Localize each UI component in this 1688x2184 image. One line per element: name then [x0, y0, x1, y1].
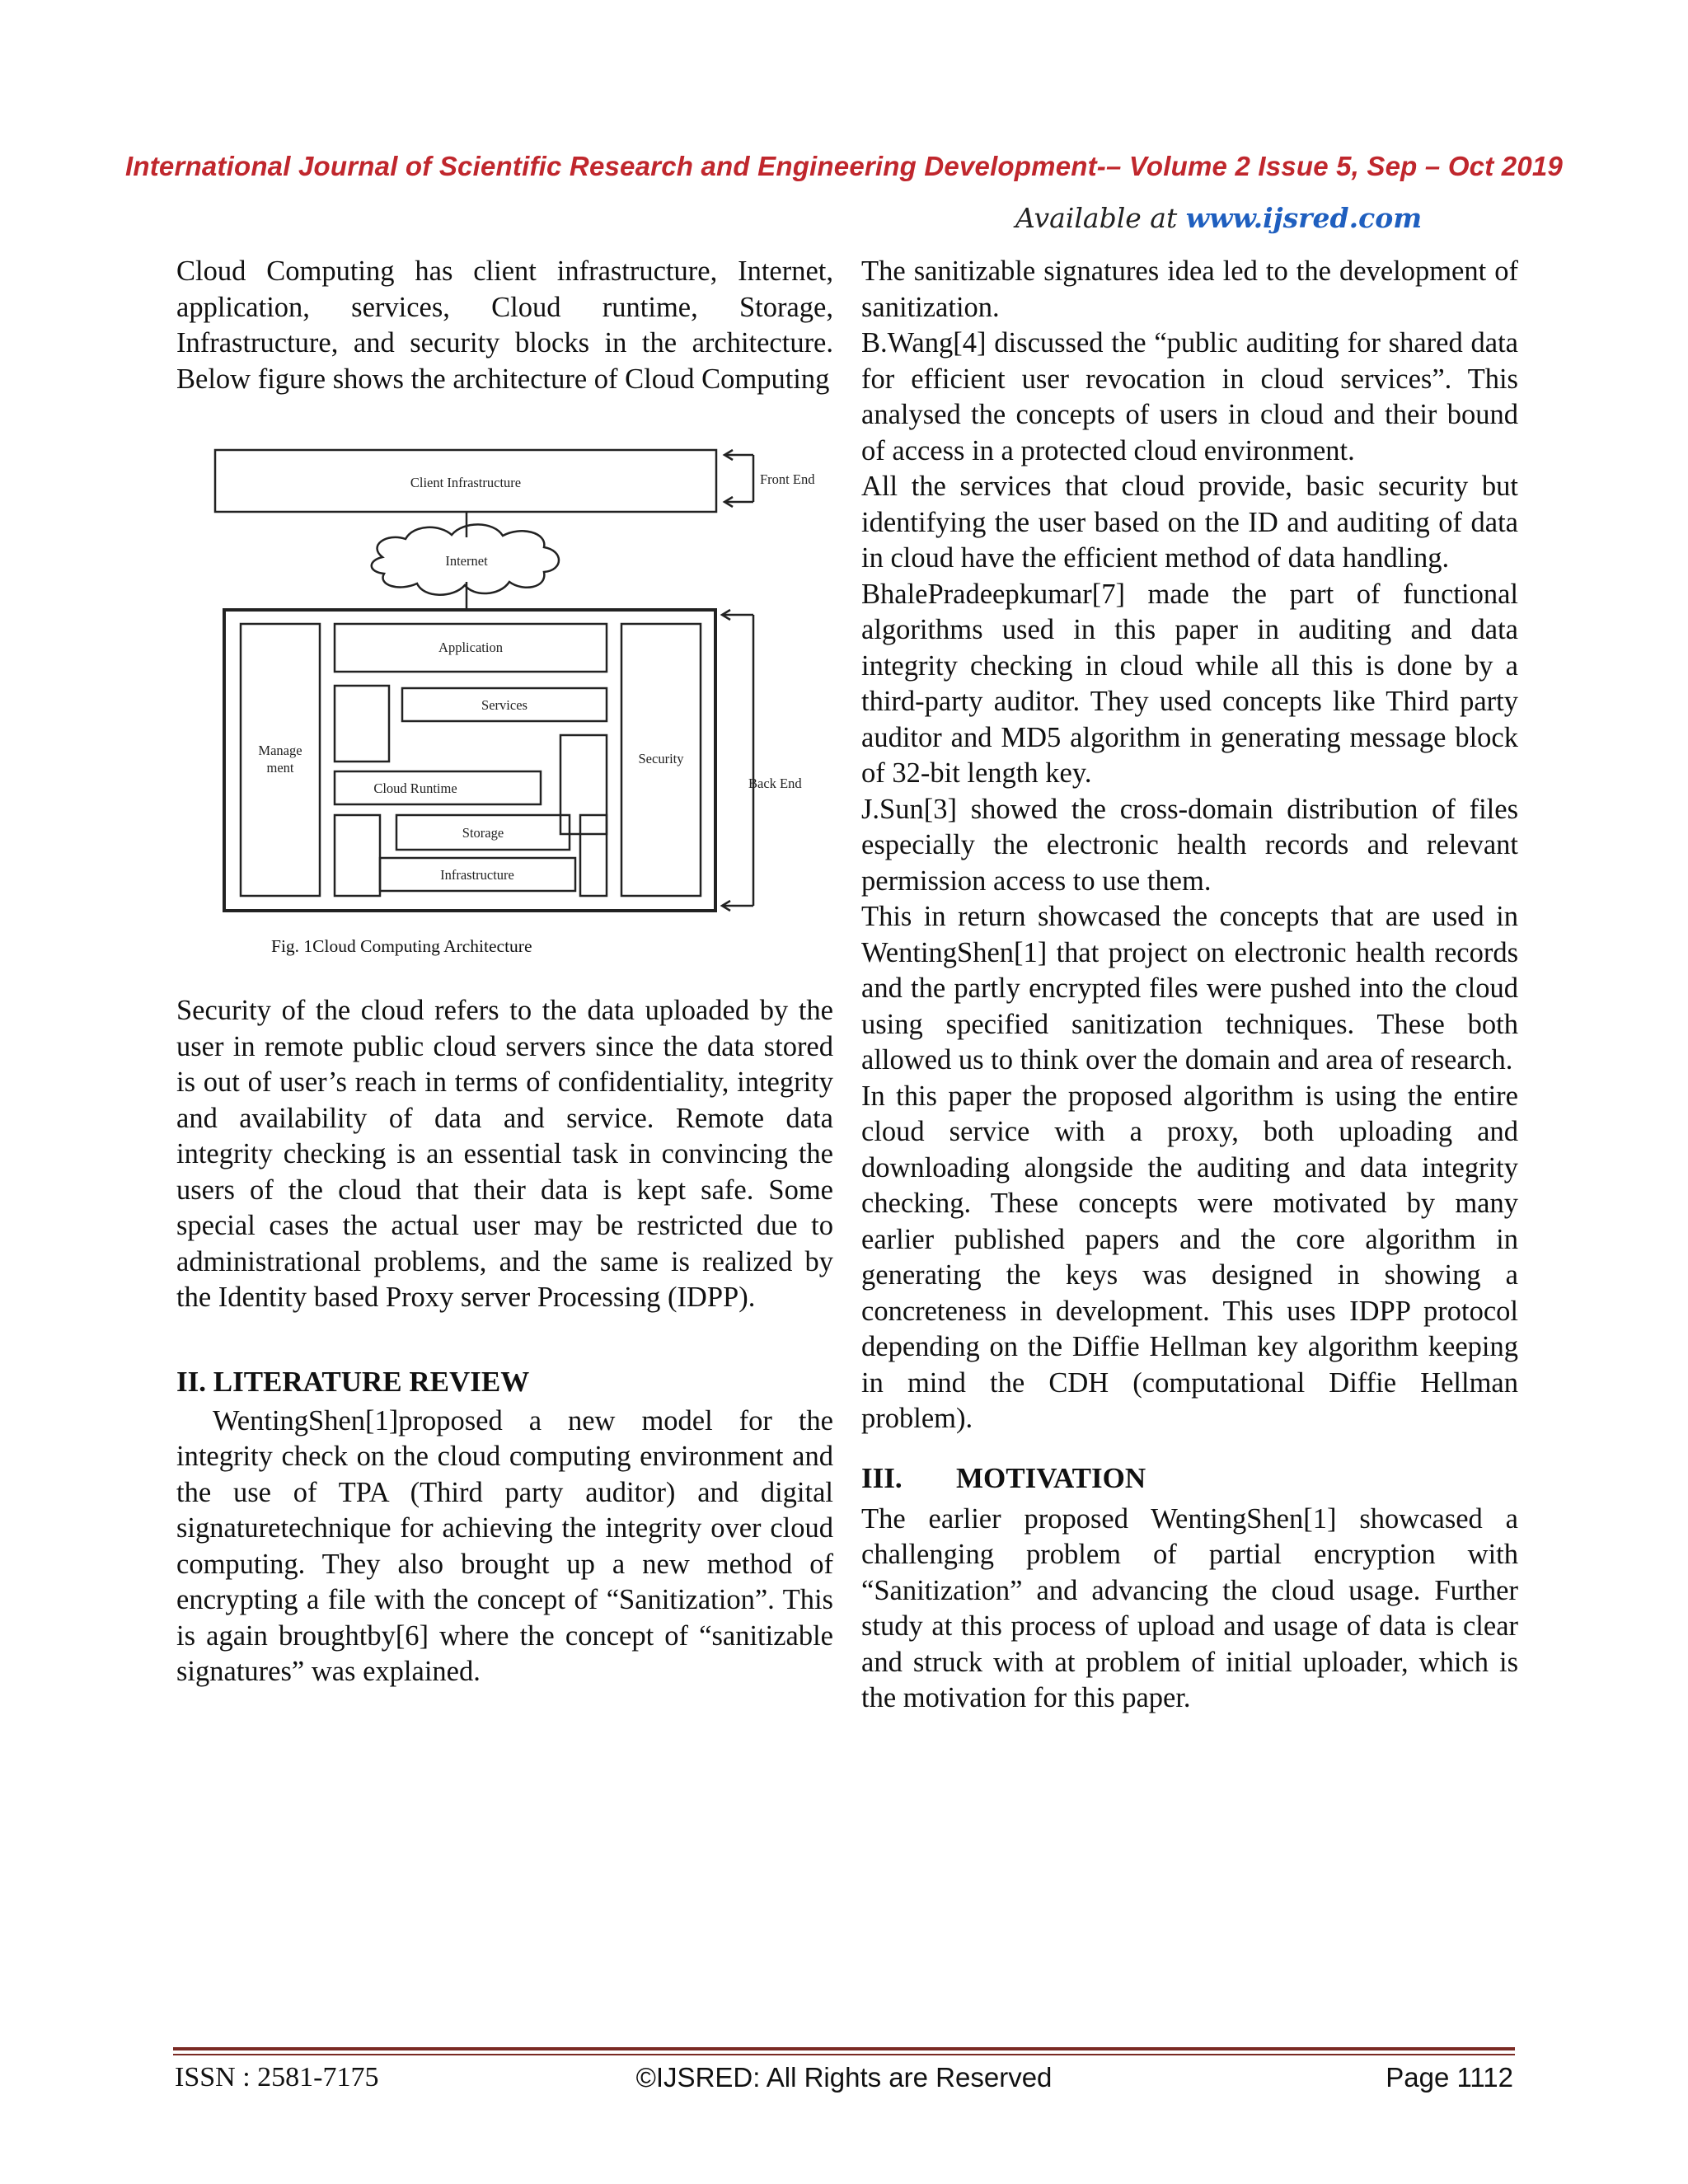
right-paragraph-3: All the services that cloud provide, basic security but identifying the user based on the ID and auditing of data in cloud have the efficient method of data handling. — [861, 471, 1518, 574]
right-paragraph-5: J.Sun[3] showed the cross-domain distribution of files especially the electronic health records and relevant permission access to use them. — [861, 793, 1518, 897]
front-end-label: Front End — [760, 471, 815, 487]
footer-rule-thin — [173, 2054, 1515, 2055]
right-paragraph-6: This in return showcased the concepts that are used in WentingShen[1] that project on electronic health records and the partly encrypted files were pushed into the cloud using specified sanitization techniques. These both allowed us to think over the domain and area of research. — [861, 901, 1518, 1076]
footer-rule — [173, 2047, 1515, 2050]
right-column — [861, 254, 1518, 1717]
right-paragraph-7: In this paper the proposed algorithm is using the entire cloud service with a proxy, both uploading and downloading alongside the auditing and data integrity checking. These concepts were motivated by many earlier published papers and the core algorithm in generating the keys was designed in showing a concreteness in development. This uses IDPP protocol depending on the Diffie Hellman key algorithm keeping in mind the CDH (computational Diffie Hellman problem). — [861, 1080, 1518, 1434]
section-heading-motivation — [861, 1460, 1518, 1497]
right-paragraph-1: The sanitizable signatures idea led to the development of sanitization. — [861, 255, 1518, 323]
intro-paragraph: Cloud Computing has client infrastructure, Internet, application, services, Cloud runtime, Storage, Infrastructure, and security blocks in the architecture. Below figure shows the architecture of Cloud Computing — [176, 255, 833, 395]
client-infrastructure-label: Client Infrastructure — [410, 475, 522, 490]
right-paragraph-2: B.Wang[4] discussed the “public auditing for shared data for efficient user revocation in cloud services”. This analysed the concepts of users in cloud and their bound of access in a protected cloud environment. — [861, 327, 1518, 466]
back-end-label: Back End — [748, 776, 802, 791]
footer-copyright: ©IJSRED: All Rights are Reserved — [635, 2062, 1053, 2093]
cloud-runtime-label: Cloud Runtime — [373, 780, 457, 796]
available-at — [1015, 202, 1422, 234]
journal-header: International Journal of Scientific Research and Engineering Development-– Volume 2 Issue 5, Sep – Oct 2019 — [124, 151, 1564, 181]
section-heading-literature-review: II. LITERATURE REVIEW — [176, 1365, 530, 1398]
security-label: Security — [638, 751, 684, 766]
figure-caption: Fig. 1Cloud Computing Architecture — [271, 936, 532, 956]
motivation-number: III. — [861, 1461, 903, 1494]
security-paragraph: Security of the cloud refers to the data uploaded by the user in remote public cloud servers since the data stored is out of user’s reach in terms of confidentiality, integrity and availability of data and service. Remote data integrity checking is an essential task in convincing the users of the cloud that their data is kept safe. Some special cases the actual user may be restricted due to administrational problems, and the same is realized by the Identity based Proxy server Processing (IDPP). — [176, 995, 833, 1313]
available-prefix: Available at — [1015, 202, 1186, 234]
footer-page-number: Page 1112 — [1386, 2062, 1513, 2093]
application-label: Application — [438, 640, 503, 655]
management-label-1: Manage — [258, 743, 302, 758]
footer-issn: ISSN : 2581-7175 — [175, 2062, 379, 2093]
journal-url-link[interactable]: www.ijsred.com — [1185, 202, 1423, 234]
left-column — [176, 254, 833, 1690]
services-label: Services — [481, 697, 528, 713]
motivation-title: MOTIVATION — [956, 1461, 1146, 1494]
architecture-diagram — [176, 415, 833, 930]
internet-label: Internet — [445, 553, 488, 569]
literature-review-paragraph: WentingShen[1]proposed a new model for the integrity check on the cloud computing environment and the use of TPA (Third party auditor) and digital signaturetechnique for achieving the integrity over cloud computing. They also brought up a new method of encrypting a file with the concept of “Sanitization”. This is again broughtby[6] where the concept of “sanitizable signatures” was explained. — [176, 1404, 833, 1687]
storage-label: Storage — [462, 825, 504, 841]
motivation-paragraph: The earlier proposed WentingShen[1] showcased a challenging problem of partial encryption with “Sanitization” and advancing the cloud usage. Further study at this process of upload and usage of data is clear and struck with at problem of initial uploader, which is the motivation for this paper. — [861, 1502, 1518, 1713]
management-label-2: ment — [266, 760, 294, 776]
infrastructure-label: Infrastructure — [440, 867, 514, 883]
right-paragraph-4: BhalePradeepkumar[7] made the part of functional algorithms used in this paper in auditing and data integrity checking in cloud while all this is done by a third-party auditor. They used concepts like Third party auditor and MD5 algorithm in generating message block of 32-bit length key. — [861, 578, 1518, 789]
architecture-figure — [176, 415, 833, 930]
